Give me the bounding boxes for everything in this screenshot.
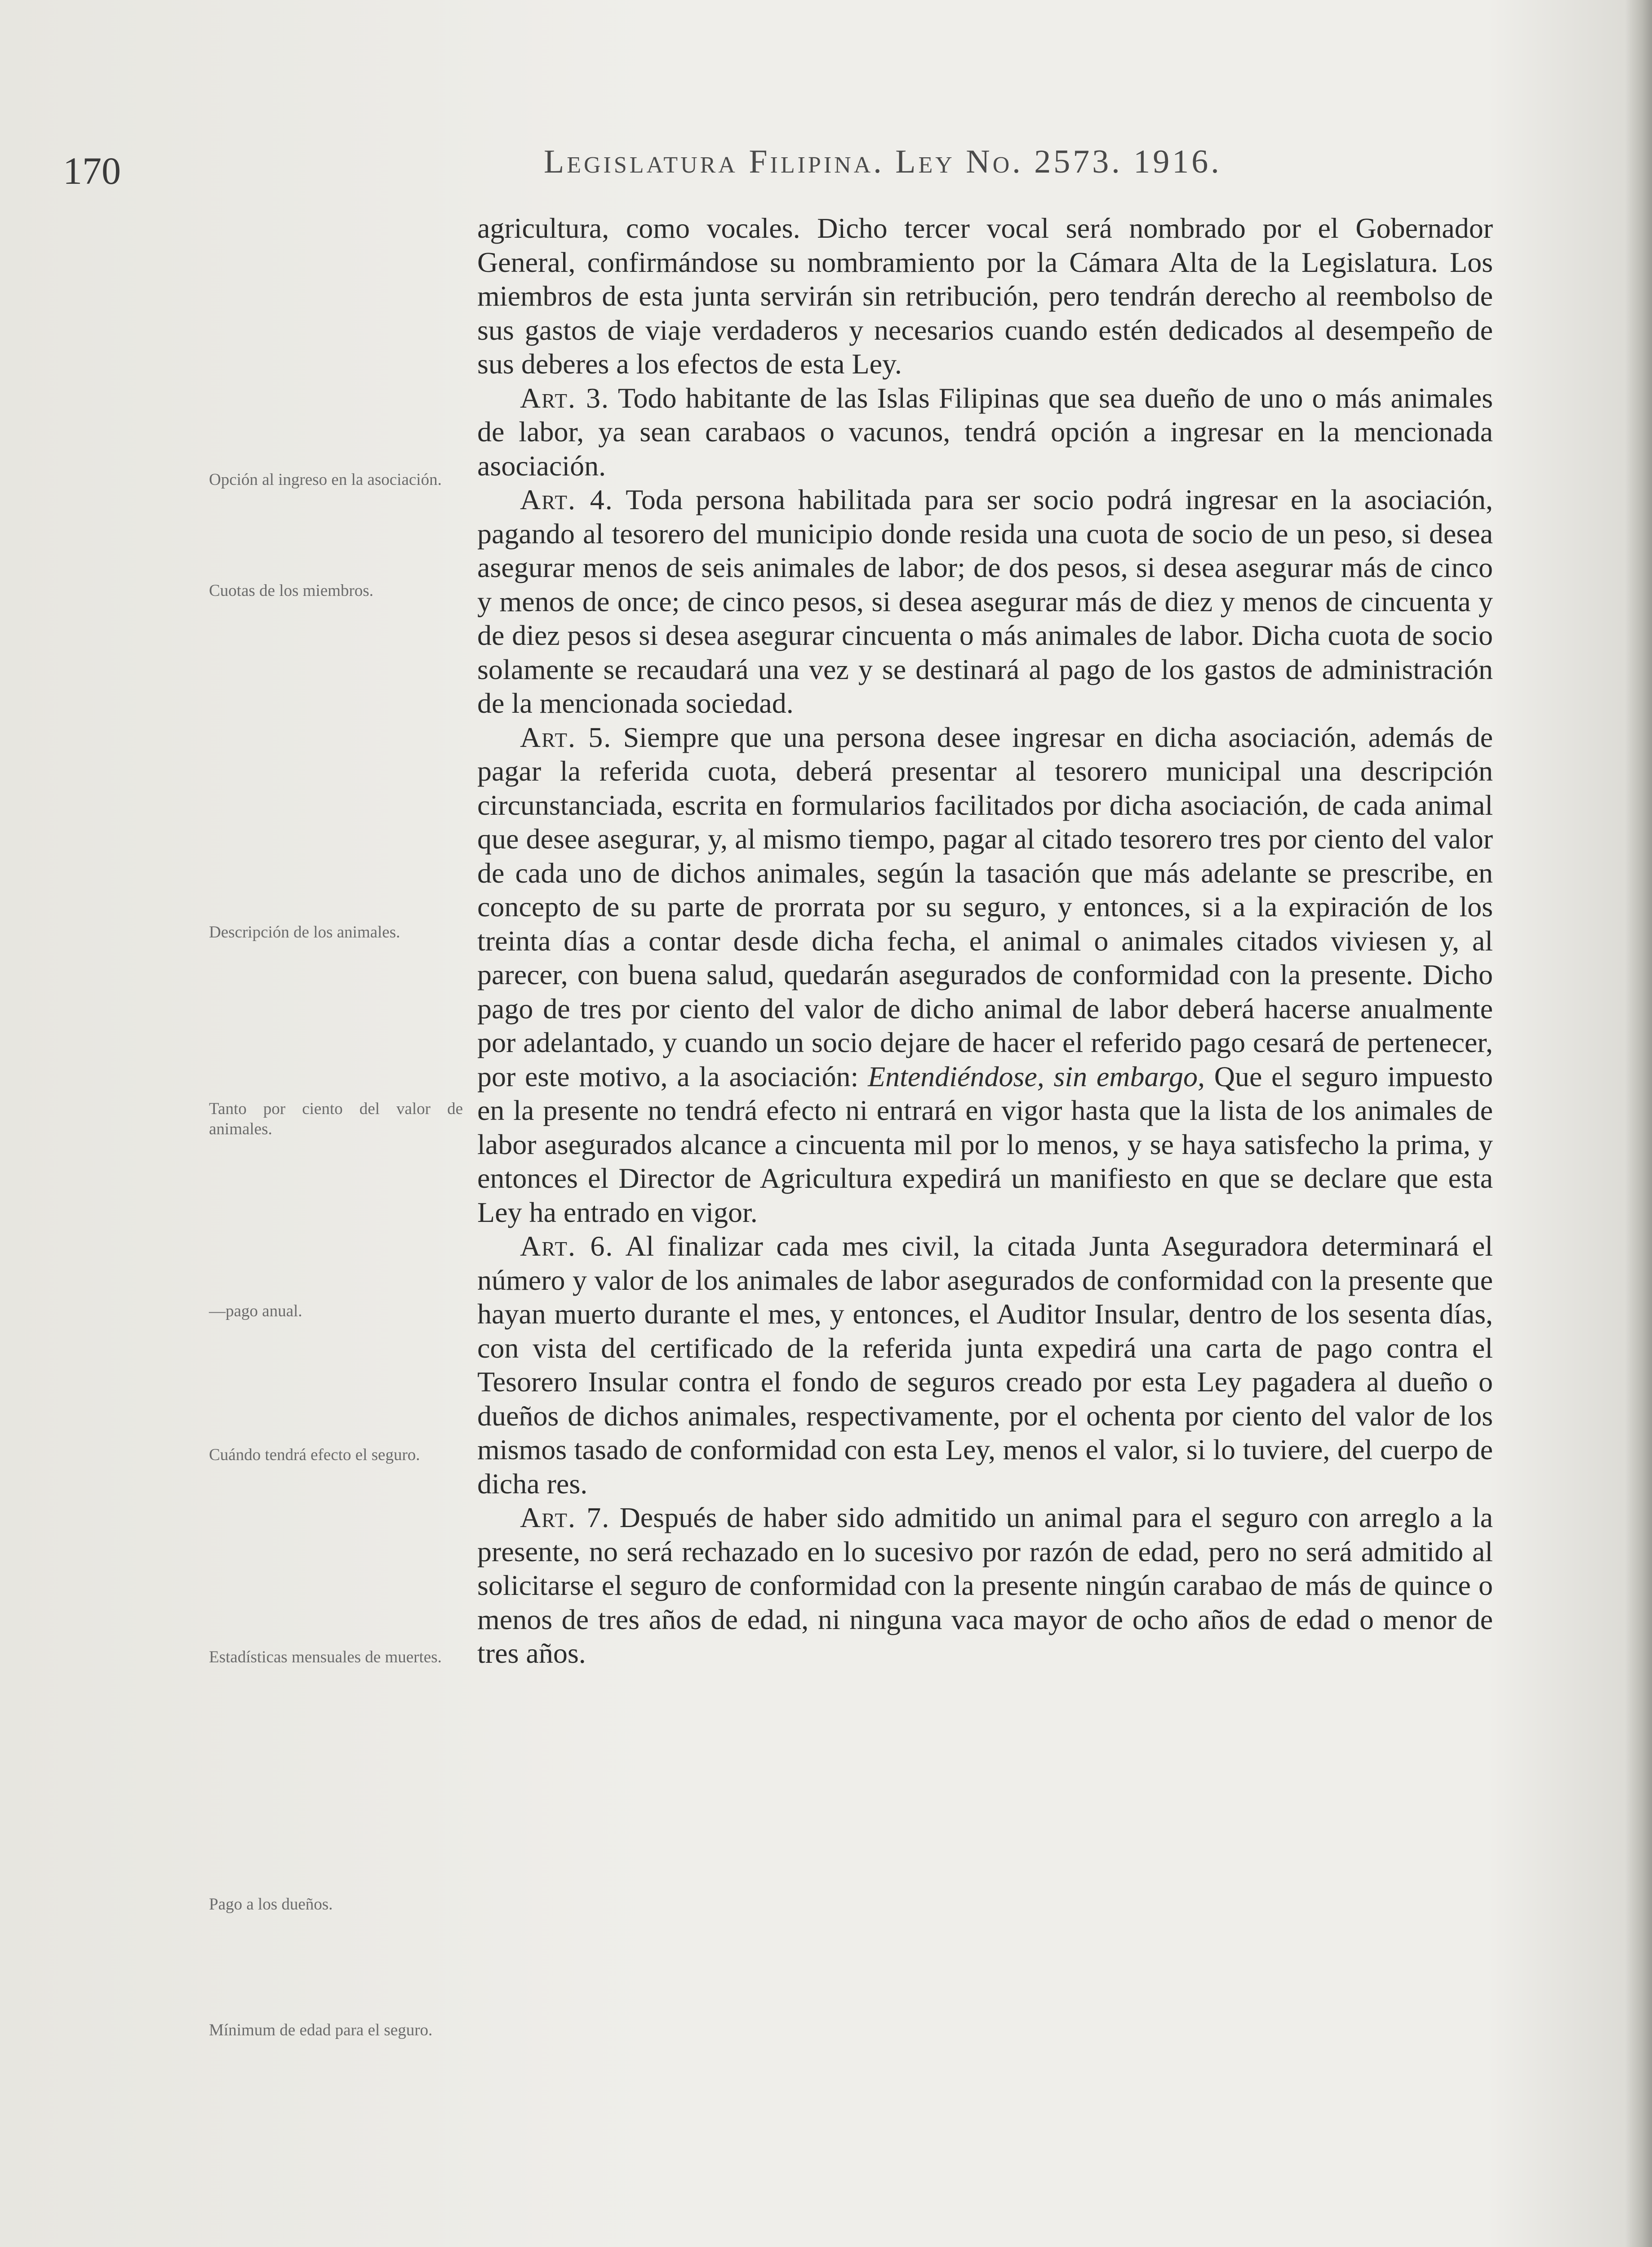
margin-note-pago-anual: —pago anual.: [209, 1302, 302, 1320]
margin-note-minimum-edad: Mínimum de edad para el seguro.: [209, 2021, 433, 2039]
page-edge-shadow: [1625, 0, 1652, 2247]
margin-note-opcion-ingreso: Opción al ingreso en la asociación.: [209, 471, 442, 489]
margin-note-descripcion: Descripción de los animales.: [209, 923, 400, 941]
margin-note-efecto-seguro: Cuándo tendrá efecto el seguro.: [209, 1446, 420, 1464]
article-5-label: Art. 5.: [520, 721, 612, 753]
margin-note-estadisticas: Estadísticas mensuales de muertes.: [209, 1648, 442, 1666]
margin-note-tanto-por-ciento: Tanto por ciento del valor de animales.: [209, 1100, 463, 1138]
paragraph-continuation: agricultura, como vocales. Dicho tercer vocal será nombrado por el Gobernador General, confirmándose su nombramiento por la Cámara Alta de la Legislatura. Los miembros de esta junta servirán sin retribución, pero tendrán derecho al reembolso de sus gastos de viaje verdaderos y necesarios cuando estén dedicados al desempeño de sus deberes a los efectos de esta Ley.: [477, 212, 1493, 380]
body-text: [477, 211, 1493, 1670]
article-7-text: Después de haber sido admitido un animal para el seguro con arreglo a la presente, no será rechazado en lo sucesivo por razón de edad, pero no será admitido al solicitarse el seguro de conformidad con la presente ningún carabao de más de quince o menos de tres años de edad, ni ninguna vaca mayor de ocho años de edad o menor de tres años.: [477, 1501, 1493, 1669]
article-5-text: Siempre que una persona desee ingresar en dicha asociación, además de pagar la referida cuota, deberá presentar al tesorero municipal una descripción circunstanciada, escrita en formularios facilitados por dicha asociación, de cada animal que desee asegurar, y, al mismo tiempo, pagar al citado tesorero tres por ciento del valor de cada uno de dichos animales, según la tasación que más adelante se prescribe, en concepto de su parte de prorrata por su seguro, y entonces, si a la expiración de los treinta días a contar desde dicha fecha, el animal o animales citados viviesen y, al parecer, con buena salud, quedarán asegurados de conformidad con la presente. Dicho pago de tres por ciento del valor de dicho animal de labor deberá hacerse anualmente por adelantado, y cuando un socio dejare de hacer el referido pago cesará de pertenecer, por este motivo, a la asociación:: [477, 721, 1493, 1092]
margin-note-cuotas: Cuotas de los miembros.: [209, 582, 373, 600]
article-4-text: Toda persona habilitada para ser socio podrá ingresar en la asociación, pagando al tesorero del municipio donde resida una cuota de socio de un peso, si desea asegurar menos de seis animales de labor; de dos pesos, si desea asegurar más de cinco y menos de once; de cinco pesos, si desea asegurar más de diez y menos de cincuenta y de diez pesos si desea asegurar cincuenta o más animales de labor. Dicha cuota de socio solamente se recaudará una vez y se destinará al pago de los gastos de administración de la mencionada sociedad.: [477, 484, 1493, 719]
margin-note-pago-duenos: Pago a los dueños.: [209, 1895, 333, 1914]
article-7-label: Art. 7.: [520, 1501, 610, 1533]
article-3: [477, 381, 1493, 483]
article-4: [477, 483, 1493, 720]
article-7: [477, 1501, 1493, 1670]
article-6: [477, 1229, 1493, 1501]
article-6-text: Al finalizar cada mes civil, la citada Junta Aseguradora determinará el número y valor de los animales de labor asegurados de conformidad con la presente que hayan muerto durante el mes, y entonces, el Auditor Insular, dentro de los sesenta días, con vista del certificado de la referida junta expedirá una carta de pago contra el Tesorero Insular contra el fondo de seguros creado por esta Ley pagadera al dueño o dueños de dichos animales, respectivamente, por el ochenta por ciento del valor de los mismos tasado de conformidad con esta Ley, menos el valor, si lo tuviere, del cuerpo de dicha res.: [477, 1230, 1493, 1500]
running-head: Legislatura Filipina. Ley No. 2573. 1916.: [544, 143, 1222, 180]
article-3-text: Todo habitante de las Islas Filipinas que sea dueño de uno o más animales de labor, ya sean carabaos o vacunos, tendrá opción a ingresar en la mencionada asociación.: [477, 382, 1493, 482]
article-5-text-2: Que el seguro impuesto en la presente no tendrá efecto ni entrará en vigor hasta que la lista de los animales de labor asegurados alcance a cincuenta mil por lo menos, y se haya satisfecho la prima, y entonces el Director de Agricultura expedirá un manifiesto en que se declare que esta Ley ha entrado en vigor.: [477, 1060, 1493, 1228]
article-6-label: Art. 6.: [520, 1230, 614, 1262]
article-5-proviso: Entendiéndose, sin embargo,: [867, 1060, 1205, 1092]
article-5: [477, 720, 1493, 1230]
article-3-label: Art. 3.: [520, 382, 609, 414]
page-number: 170: [63, 149, 121, 192]
article-4-label: Art. 4.: [520, 484, 613, 515]
